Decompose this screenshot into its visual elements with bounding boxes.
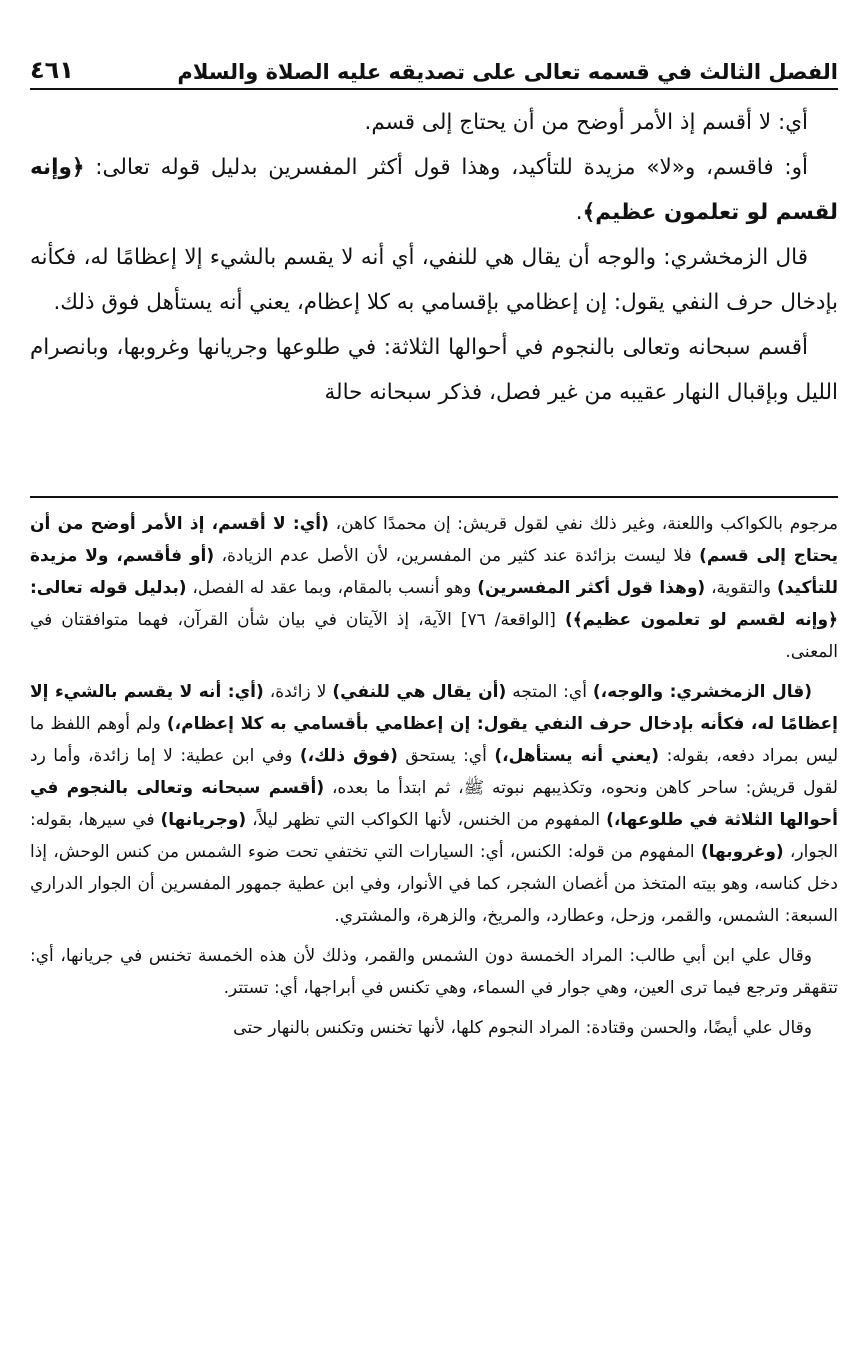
- quran-verse: ﴿وإنه لقسم لو تعلمون عظيم﴾: [30, 155, 838, 225]
- commentary-text-segment: وفي ابن عطية: لا إما زائدة، وأما رد لقول قريش: ساحر كاهن ونحوه، وتكذيبهم نبوته ﷺ، ثم ابتدأ ما بعده،: [30, 746, 838, 798]
- main-paragraph-2-end: .: [575, 200, 583, 225]
- commentary-bold-segment: (يعني أنه يستأهل،): [494, 746, 660, 766]
- footnote-separator: [30, 496, 838, 498]
- commentary-text-segment: ولم أوهم اللفظ ما ليس بمراد دفعه، بقوله:: [30, 714, 839, 766]
- commentary-bold-segment: (أقسم سبحانه وتعالى بالنجوم في أحوالها الثلاثة في طلوعها،): [30, 778, 838, 830]
- commentary-text-segment: مرجوم بالكواكب واللعنة، وغير ذلك نفي لقول قريش: إن محمدًا كاهن،: [328, 514, 839, 534]
- commentary-text-segment: أي: يستحق: [397, 746, 495, 766]
- commentary-bold-segment: (بدليل قوله تعالى: ﴿وإنه لقسم لو تعلمون عظيم﴾): [30, 578, 838, 630]
- commentary-paragraph-1: [30, 508, 838, 668]
- commentary-text-segment: لا زائدة،: [263, 682, 333, 702]
- main-text: [30, 100, 838, 415]
- commentary-bold-segment: (أي: لا أقسم، إذ الأمر أوضح من أن يحتاج إلى قسم): [30, 514, 838, 566]
- page-number: ٤٦١: [30, 56, 74, 84]
- commentary-text-segment: والتقوية،: [705, 578, 777, 598]
- main-paragraph-2: [30, 145, 838, 235]
- commentary-paragraph-4: وقال علي أيضًا، والحسن وقتادة: المراد النجوم كلها، لأنها تخنس وتكنس بالنهار حتى: [233, 1018, 812, 1038]
- commentary-text-segment: في سيرها، بقوله: الجوار،: [30, 810, 838, 862]
- page-header: [30, 44, 838, 90]
- commentary-bold-segment: (وغروبها): [700, 842, 784, 862]
- main-paragraph-2-text: أو: فاقسم، و«لا» مزيدة للتأكيد، وهذا قول أكثر المفسرين بدليل قوله تعالى:: [84, 155, 808, 180]
- main-paragraph-3: قال الزمخشري: والوجه أن يقال هي للنفي، أي أنه لا يقسم بالشيء إلا إعظامًا له، فكأنه بإدخال حرف النفي يقول: إن إعظامي بإقسامي به كلا إعظام، يعني أنه يستأهل فوق ذلك.: [30, 245, 838, 315]
- commentary-bold-segment: (فوق ذلك،): [299, 746, 398, 766]
- commentary-bold-segment: (أن يقال هي للنفي): [332, 682, 507, 702]
- commentary-text-segment: [الواقعة/ ٧٦] الآية، إذ الآيتان في بيان شأن القرآن، فهما متوافقتان في المعنى.: [30, 610, 838, 662]
- commentary-paragraph-3: وقال علي ابن أبي طالب: المراد الخمسة دون الشمس والقمر، وذلك لأن هذه الخمسة تخنس في جريانها، أي: تتقهقر وترجع فيما ترى العين، وهي جوار في السماء، وهي تكنس في أبراجها، أي: تستتر.: [30, 946, 838, 998]
- commentary-text-segment: فلا ليست بزائدة عند كثير من المفسرين، لأن الأصل عدم الزيادة،: [214, 546, 700, 566]
- commentary-text-segment: المفهوم من قوله: الكنس، أي: السيارات التي تختفي تحت ضوء الشمس من كنس الوحش، إذا دخل كناسه، وهو بيته المتخذ من أغصان الشجر، كما في الأنوار، وفي ابن عطية جمهور المفسرين أن الجوار الدراري السبعة: الشمس، والقمر، وزحل، وعطارد، والمريخ، والزهرة، والمشتري.: [30, 842, 838, 926]
- commentary-bold-segment: (قال الزمخشري: والوجه،): [592, 682, 812, 702]
- commentary-text-segment: المفهوم من الخنس، لأنها الكواكب التي تظهر ليلاً،: [246, 810, 607, 830]
- commentary-paragraph-2: [30, 676, 838, 932]
- main-paragraph-4: أقسم سبحانه وتعالى بالنجوم في أحوالها الثلاثة: في طلوعها وجريانها وغروبها، وبانصرام الليل وبإقبال النهار عقيبه من غير فصل، فذكر سبحانه حالة: [30, 335, 838, 405]
- commentary-bold-segment: (أو فأقسم، ولا مزيدة للتأكيد): [30, 546, 838, 598]
- commentary-bold-segment: (أي: أنه لا يقسم بالشيء إلا إعظامًا له، فكأنه بإدخال حرف النفي يقول: إن إعظامي بأقسامي به كلا إعظام،): [30, 682, 838, 734]
- commentary-bold-segment: (وجريانها): [160, 810, 247, 830]
- main-paragraph-1: أي: لا أقسم إذ الأمر أوضح من أن يحتاج إلى قسم.: [364, 110, 808, 135]
- running-title: الفصل الثالث في قسمه تعالى على تصديقه عليه الصلاة والسلام: [177, 60, 838, 84]
- commentary-text-segment: وهو أنسب بالمقام، وبما عقد له الفصل،: [186, 578, 478, 598]
- commentary-text-segment: أي: المتجه: [506, 682, 593, 702]
- commentary-bold-segment: (وهذا قول أكثر المفسرين): [477, 578, 706, 598]
- commentary: [30, 508, 838, 1052]
